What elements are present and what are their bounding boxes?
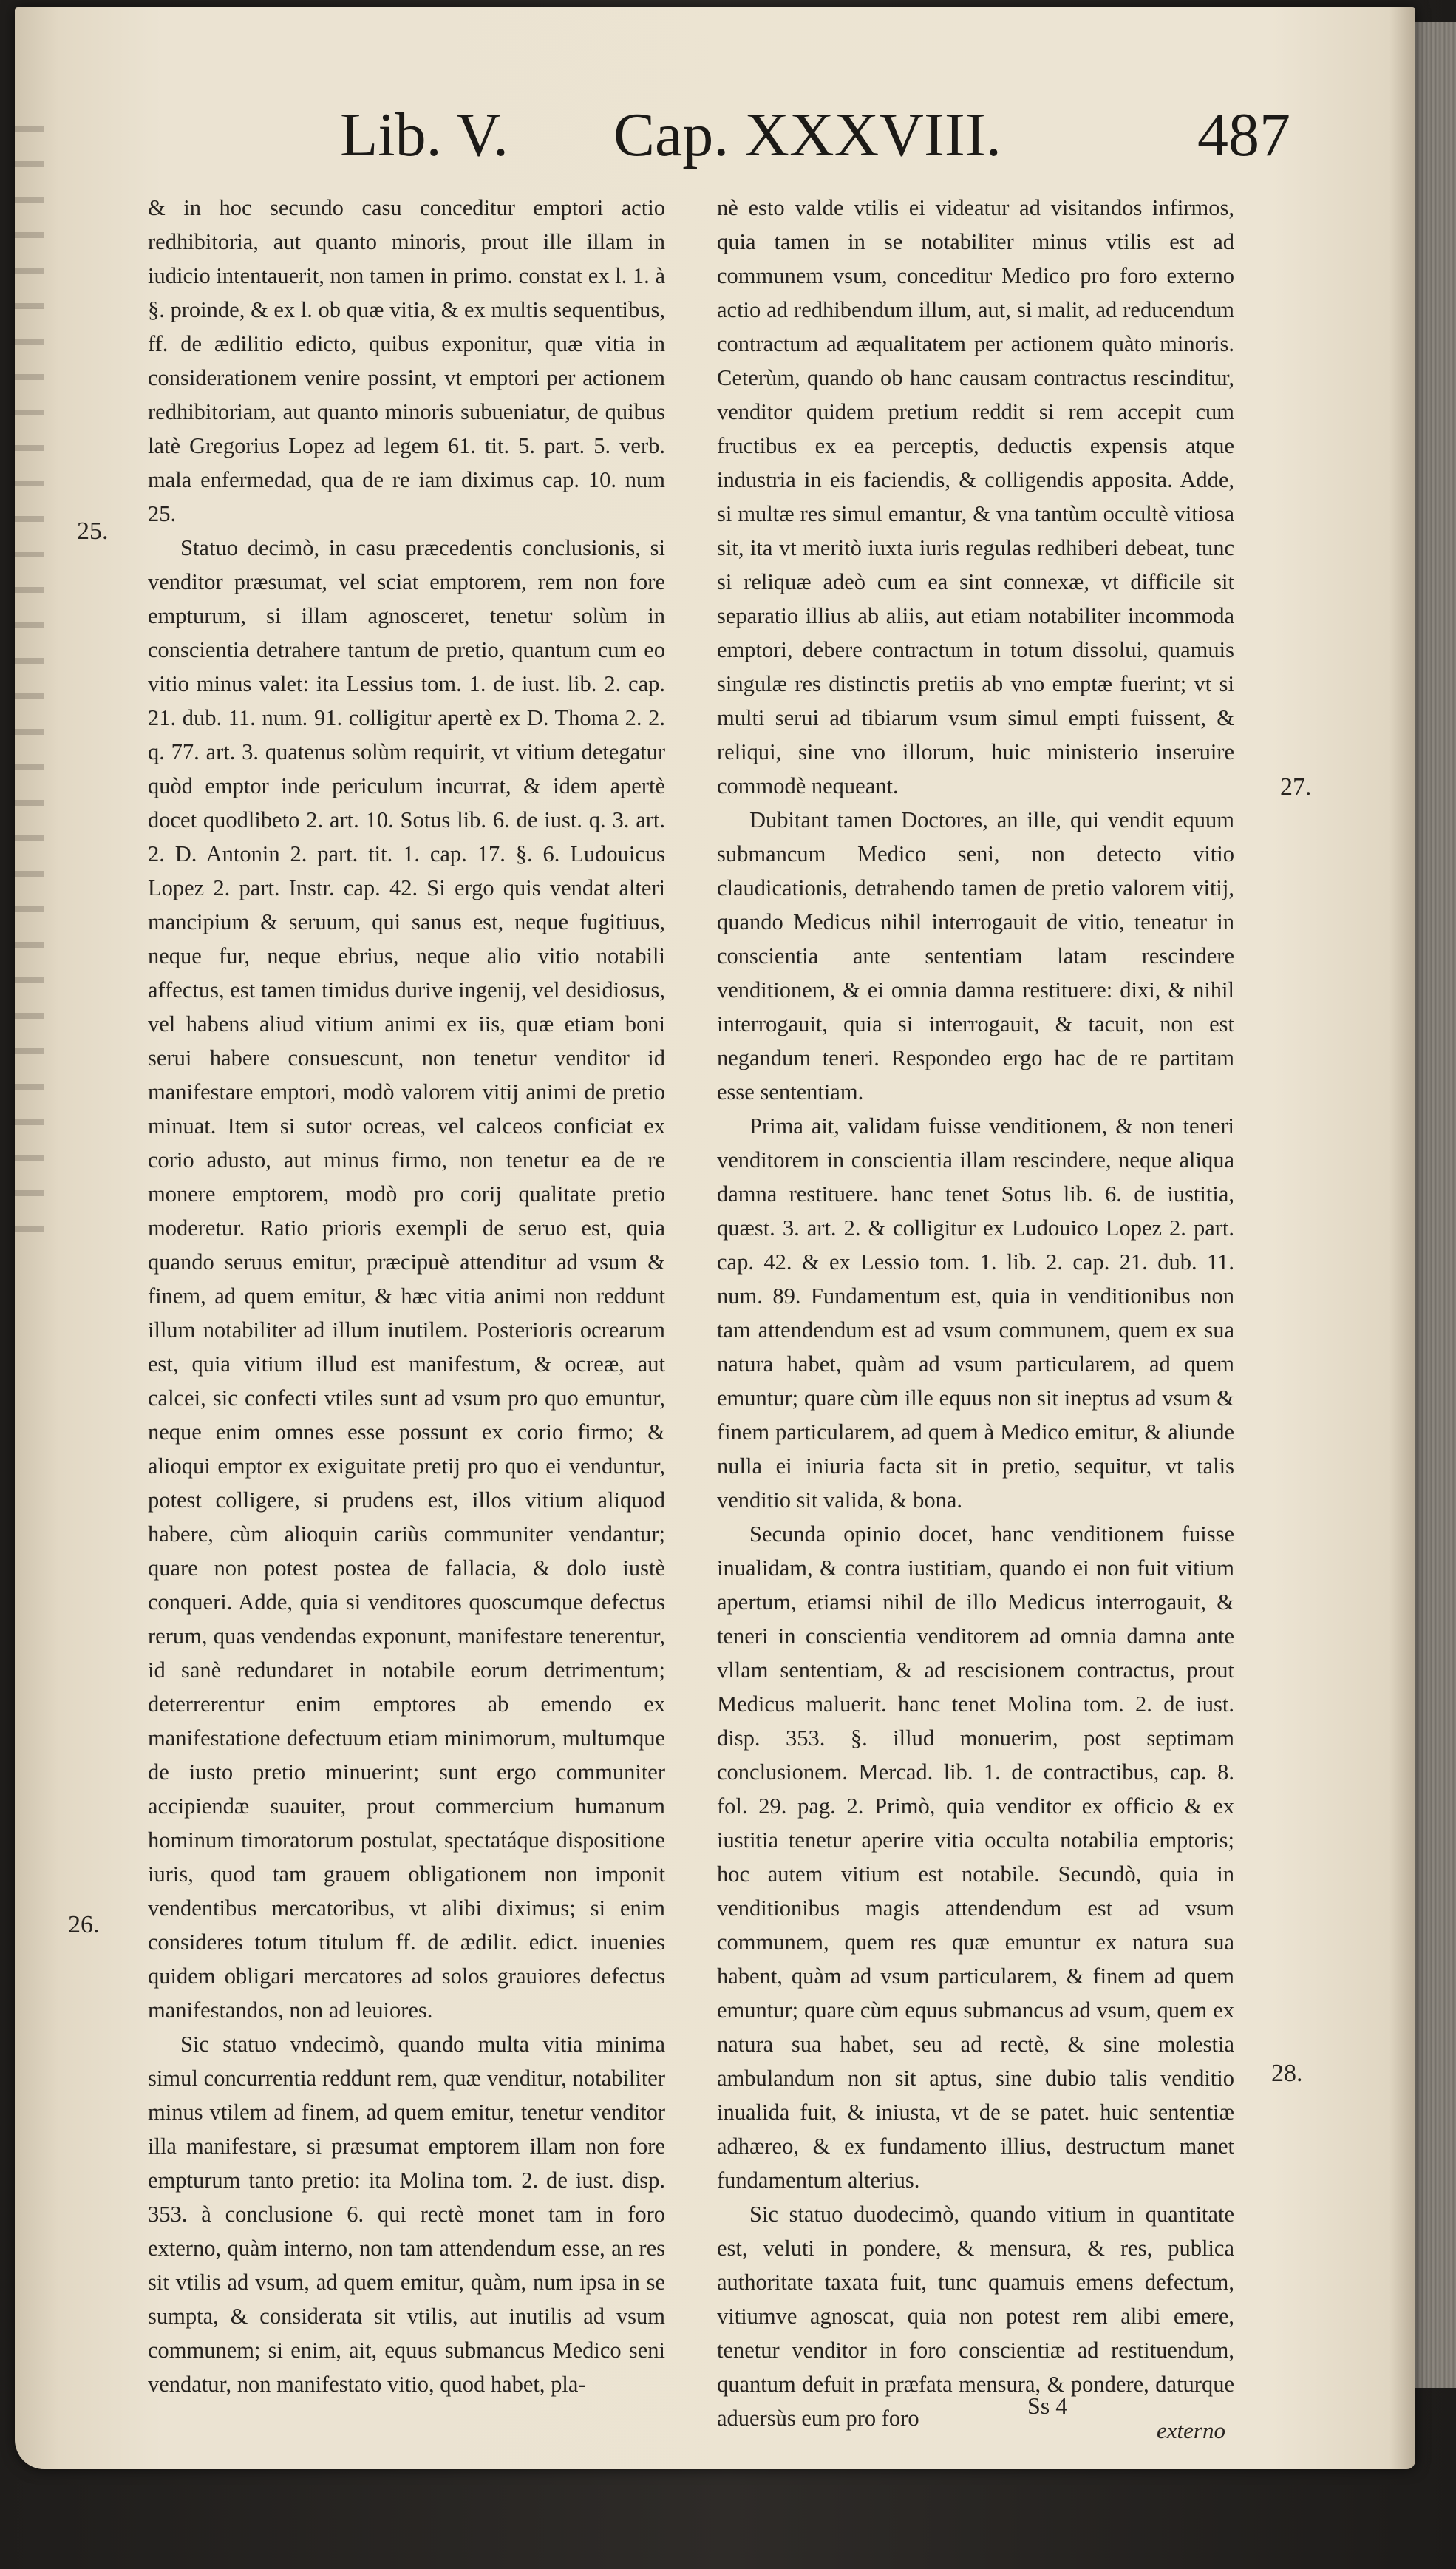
paragraph: Dubitant tamen Doctores, an ille, qui vendit equum submancum Medico seni, non detecto vitio claudicationis, detrahendo tamen de pretio valorem vitij, quando Medicus nihil interrogauit de vitio, teneatur in conscientia ante sententiam latam rescindere venditionem, & ei omnia damna restituere: dixi, & nihil interrogauit, quia si interrogauit, & tacuit, non est negandum teneri. Respondeo ergo hac de re partitam esse sententiam.: [717, 807, 1234, 1104]
book-page: [15, 7, 1415, 2469]
paragraph: Prima ait, validam fuisse venditionem, & non teneri venditorem in conscientia illam rescindere, neque aliqua damna restituere. hanc tenet Sotus lib. 6. de iustitia, quæst. 3. art. 2. & colligitur ex Ludouico Lopez 2. part. cap. 42. & ex Lessio tom. 1. lib. 2. cap. 21. dub. 11. num. 89. Fundamentum est, quia in venditionibus non tam attendendum est ad vsum communem, quem ex sua natura habet, quàm ad vsum particularem, ad quem emuntur; quare cùm ille equus non sit ineptus ad vsum & finem particularem, ad quem à Medico emitur, & aliunde nulla ei iniuria facta sit in pretio, sequitur, vt talis venditio sit valida, & bona.: [717, 1113, 1234, 1513]
paragraph: nè esto valde vtilis ei videatur ad visitandos infirmos, quia tamen in se notabiliter minus vtilis est ad communem vsum, conceditur Medico pro foro externo actio ad redhibendum illum, aut, si malit, ad reducendum contractum ad æqualitatem per actionem quàto minoris. Ceterùm, quando ob hanc causam contractus rescinditur, venditor quidem pretium reddit si rem accepit cum fructibus ex ea perceptis, deductis expensis atque industria in eis faciendis, & colligendis apposita. Adde, si multæ res simul emantur, & vna tantùm occultè vitiosa sit, ita vt meritò iuxta iuris regulas redhiberi debeat, tunc si reliquæ adeò cum ea sint connexæ, vt difficile sit separatio illius ab aliis, aut etiam notabiliter incommoda emptori, debere contractum in totum dissolui, quamuis singulæ res distinctis pretiis ab vno emptæ fuerint; vt si multi serui ad tibiarum vsum simul empti fuissent, & reliqui, sine vno illorum, huic ministerio inseruire commodè nequeant.: [717, 195, 1234, 798]
paragraph: Statuo decimò, in casu præcedentis conclusionis, si venditor præsumat, vel sciat emptorem, rem non fore empturum, si illam agnosceret, tenetur solùm in conscientia detrahere tantum de pretio, quantum cum eo vitio minus valet: ita Lessius tom. 1. de iust. lib. 2. cap. 21. dub. 11. num. 91. colligitur apertè ex D. Thoma 2. 2. q. 77. art. 3. quatenus solùm requirit, vt vitium detegatur quòd emptor inde periculum incurrat, & idem apertè docet quodlibeto 2. art. 10. Sotus lib. 6. de iust. q. 3. art. 2. D. Antonin 2. part. tit. 1. cap. 17. §. 6. Ludouicus Lopez 2. part. Instr. cap. 42. Si ergo quis vendat alteri mancipium & seruum, qui sanus est, neque fugitiuus, neque fur, neque ebrius, neque alio vitio notabili affectus, est tamen timidus durive ingenij, vel desidiosus, vel habens aliud vitium animi ex iis, quæ etiam boni serui habere consuescunt, non tenetur venditor id manifestare emptori, modò valorem vitij animi de pretio minuat. Item si sutor ocreas, vel calceos conficiat ex corio adusto, aut minus firmo, non tenetur ea de re monere emptorem, modò pro corij qualitate pretio moderetur. Ratio prioris exempli de seruo est, quia quando seruus emitur, præcipuè attenditur ad vsum & finem, ad quem emitur, & hæc vitia animi non reddunt illum notabiliter ad illum inutilem. Posterioris ocrearum est, quia vitium illud est manifestum, & ocreæ, aut calcei, sic confecti vtiles sunt ad vsum pro quo emuntur, neque enim omnes esse possunt ex corio firmo; & alioqui emptor ex exiguitate pretij pro quo ei venduntur, potest colligere, si prudens est, illos vitium aliquod habere, cùm alioquin cariùs communiter vendantur; quare non potest postea de fallacia, & dolo iustè conqueri. Adde, quia si venditores quoscumque defectus rerum, quas vendendas exponunt, manifestare tenerentur, id sanè redundaret in notabile eorum detrimentum; deterrerentur enim emptores ab emendo ex manifestatione defectuum etiam minimorum, multumque de iusto pretio minuerint; sunt ergo communiter accipiendæ suauiter, prout commercium humanum hominum timoratorum postulat, spectatáque dispositione iuris, quod tam grauem obligationem non imponit vendentibus mercatoribus, vt alibi diximus; si enim consideres totum titulum ff. de ædilit. edict. inuenies quidem obligari mercatores ad solos grauiores defectus manifestandos, non ad leuiores.: [148, 535, 665, 2023]
paragraph: Secunda opinio docet, hanc venditionem fuisse inualidam, & contra iustitiam, quando ei non fuit vitium apertum, etiamsi nihil de illo Medicus interrogauit, & teneri in conscientia venditorem ad omnia damna ante vllam sententiam, & ad rescisionem contractus, prout Medicus maluerit. hanc tenet Molina tom. 2. de iust. disp. 353. §. illud monuerim, post septimam conclusionem. Mercad. lib. 1. de contractibus, cap. 8. fol. 29. pag. 2. Primò, quia venditor ex officio & ex iustitia tenetur aperire vitia occulta notabilia emptoris; hoc autem vitium est notabile. Secundò, quia in venditionibus magis attendendum est ad vsum communem, quem res quæ emuntur ex natura sua habent, quàm ad vsum particularem, & finem ad quem emuntur; quare cùm equus submancus ad vsum, quem ex natura sua habet, seu ad rectè, & sine molestia ambulandum non sit aptus, sine dubio talis venditio inualida fuit, & iniusta, vt de se patet. huic sententiæ adhæreo, & ex fundamento illius, destructum manet fundamentum alterius.: [717, 1521, 1234, 2193]
paragraph: Sic statuo duodecimò, quando vitium in quantitate est, veluti in pondere, & mensura, & res, publica authoritate taxata fuit, tunc quamuis emens defectum, vitiumve agnoscat, quia non potest rem alibi emere, tenetur venditor in foro conscientiæ ad restituendum, quantum defuit in præfata mensura, & pondere, daturque aduersùs eum pro foro: [717, 2202, 1234, 2431]
catchword: externo: [1157, 2417, 1225, 2443]
left-column: [148, 191, 665, 2401]
running-head-book: Lib. V.: [340, 101, 508, 169]
page-number: 487: [1197, 101, 1290, 169]
paragraph: Sic statuo vndecimò, quando multa vitia minima simul concurrentia reddunt rem, quæ venditur, notabiliter minus vtilem ad finem, ad quem emitur, tenetur venditor illa manifestare, si præsumat emptorem illam non fore empturum tanto pretio: ita Molina tom. 2. de iust. disp. 353. à conclusione 6. qui rectè monet tam in foro externo, quàm interno, non tam attendendum esse, an res sit vtilis ad vsum, ad quem emitur, quàm, num ipsa in se sumpta, & considerata sit vtilis, aut inutilis ad vsum communem; si enim, ait, equus submancus Medico seni vendatur, non manifestato vitio, quod habet, pla-: [148, 2032, 665, 2397]
margin-number-25: 25.: [77, 517, 109, 545]
margin-number-28: 28.: [1271, 2060, 1303, 2087]
running-head-chapter: Cap. XXXVIII.: [613, 101, 1001, 169]
signature-mark: Ss 4: [1027, 2392, 1068, 2419]
right-column: [717, 191, 1234, 2435]
margin-number-27: 27.: [1280, 773, 1312, 801]
paragraph: & in hoc secundo casu conceditur emptori actio redhibitoria, aut quanto minoris, prout ille illam in iudicio intentauerit, non tamen in primo. constat ex l. 1. à §. proinde, & ex l. ob quæ vitia, & ex multis sequentibus, ff. de ædilitio edicto, quibus exponitur, quæ vitia in considerationem venire possint, vt emptori per actionem redhibitoriam, aut quanto minoris subueniatur, de quibus latè Gregorius Lopez ad legem 61. tit. 5. part. 5. verb. mala enfermedad, qua de re iam diximus cap. 10. num 25.: [148, 195, 665, 526]
bleed-through-shadow: [15, 126, 44, 1235]
margin-number-26: 26.: [68, 1911, 100, 1938]
